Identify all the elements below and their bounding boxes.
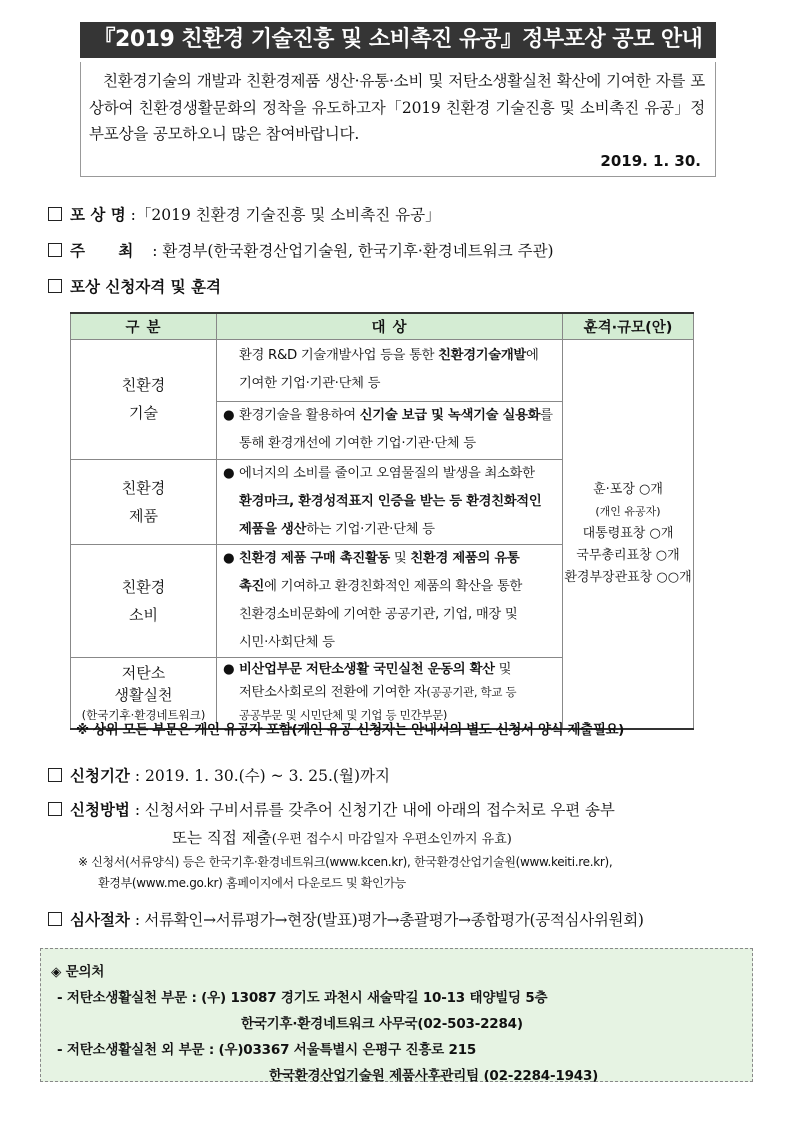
award-table [70, 312, 694, 730]
section-eligibility [48, 275, 221, 297]
bullet-icon: ● [223, 408, 235, 423]
header-target: 대 상 [217, 313, 563, 339]
target-cell: ● 친환경 제품 구매 촉진활동 및 친환경 제품의 유통 촉진에 기여하고 환경친화적인 제품의 확산을 통한 친환경소비문화에 기여한 공공기관, 기업, 매장 및 시민·사회단체 등 [217, 544, 563, 657]
bullet-icon: ● [223, 465, 235, 481]
contact-line: 한국환경산업기술원 제품사후관리팀 (02-2284-1943) [269, 1068, 599, 1084]
page-title: 『2019 친환경 기술진흥 및 소비촉진 유공』정부포상 공모 안내 [80, 22, 716, 58]
header-reward: 훈격·규모(안) [563, 313, 694, 339]
target-cell: ● 에너지의 소비를 줄이고 오염물질의 발생을 최소화한 환경마크, 환경성적표지 인증을 받는 등 환경친화적인 제품을 생산하는 기업·기관·단체 등 [217, 459, 563, 544]
section-review: 심사절차 : 서류확인→서류평가→현장(발표)평가→총괄평가→종합평가(공적심사위원회) [48, 908, 644, 930]
target-cell: ● 비산업부문 저탄소생활 국민실천 운동의 확산 및 저탄소사회로의 전환에 기여한 자(공공기관, 학교 등 공공부문 및 시민단체 및 기업 등 민간부문) [217, 657, 563, 729]
section-organizer [48, 239, 554, 261]
intro-date: 2019. 1. 30. [600, 152, 701, 170]
checkbox-icon [48, 207, 62, 221]
bullet-icon: ● [223, 662, 235, 678]
category-cell: 저탄소 생활실천 (한국기후·환경네트워크) [71, 657, 217, 729]
checkbox-icon [48, 768, 62, 782]
method-note: ※ 신청서(서류양식) 등은 한국기후·환경네트워크(www.kcen.kr), 한국환경산업기술원(www.keiti.re.kr), [78, 855, 613, 869]
section-value: : 환경부(한국환경산업기술원, 한국기후·환경네트워크 주관) [152, 242, 554, 260]
contact-line: - 저탄소생활실천 외 부문 : (우)03367 서울특별시 은평구 진흥로 215 [57, 1042, 477, 1058]
section-value: :「2019 친환경 기술진흥 및 소비촉진 유공」 [130, 206, 441, 224]
checkbox-icon [48, 912, 62, 926]
reward-cell: 훈·포장 ○개 (개인 유공자) 대통령표창 ○개 국무총리표창 ○개 환경부장관표창 ○○개 [563, 339, 694, 729]
category-cell: 친환경 기술 [71, 339, 217, 459]
checkbox-icon [48, 802, 62, 816]
contact-line: - 저탄소생활실천 부문 : (우) 13087 경기도 과천시 새술막길 10-13 태양빌딩 5층 [57, 990, 548, 1006]
contact-line: 한국기후·환경네트워크 사무국(02-503-2284) [241, 1016, 523, 1032]
table-note: ※ 상위 모든 부문은 개인 유공자 포함(개인 유공 신청자는 안내서의 별도 신청서 양식 제출필요) [76, 722, 624, 738]
section-label: 포 상 명 [70, 206, 126, 224]
contact-box [40, 948, 753, 1082]
checkbox-icon [48, 279, 62, 293]
intro-text: 친환경기술의 개발과 친환경제품 생산·유통·소비 및 저탄소생활실천 확산에 기여한 자를 포상하여 친환경생활문화의 정착을 유도하고자「2019 친환경 기술진흥 및 소비촉진 유공」정부포상을 공모하오니 많은 참여바랍니다. [89, 72, 705, 143]
section-label: 포상 신청자격 및 훈격 [70, 278, 221, 296]
category-cell: 친환경 제품 [71, 459, 217, 544]
table-row [71, 339, 694, 401]
intro-box [80, 62, 716, 177]
method-continued: 또는 직접 제출(우편 접수시 마감일자 우편소인까지 유효) [172, 829, 512, 847]
section-award-name [48, 203, 441, 225]
method-note: 환경부(www.me.go.kr) 홈페이지에서 다운로드 및 확인가능 [98, 876, 406, 890]
section-method: 신청방법 : 신청서와 구비서류를 갖추어 신청기간 내에 아래의 접수처로 우편 송부 [48, 798, 615, 820]
target-cell: ● 환경기술을 활용하여 신기술 보급 및 녹색기술 실용화를 통해 환경개선에 기여한 기업·기관·단체 등 [217, 401, 563, 459]
checkbox-icon [48, 243, 62, 257]
category-cell: 친환경 소비 [71, 544, 217, 657]
table-header-row [71, 313, 694, 339]
bullet-icon: ● [223, 550, 235, 566]
target-cell: 환경 R&D 기술개발사업 등을 통한 친환경기술개발에 기여한 기업·기관·단체 등 [217, 339, 563, 401]
section-period: 신청기간 : 2019. 1. 30.(수) ~ 3. 25.(월)까지 [48, 764, 390, 786]
section-label: 주 최 [70, 242, 148, 260]
contact-heading: ◈ 문의처 [51, 964, 105, 980]
header-category: 구 분 [71, 313, 217, 339]
